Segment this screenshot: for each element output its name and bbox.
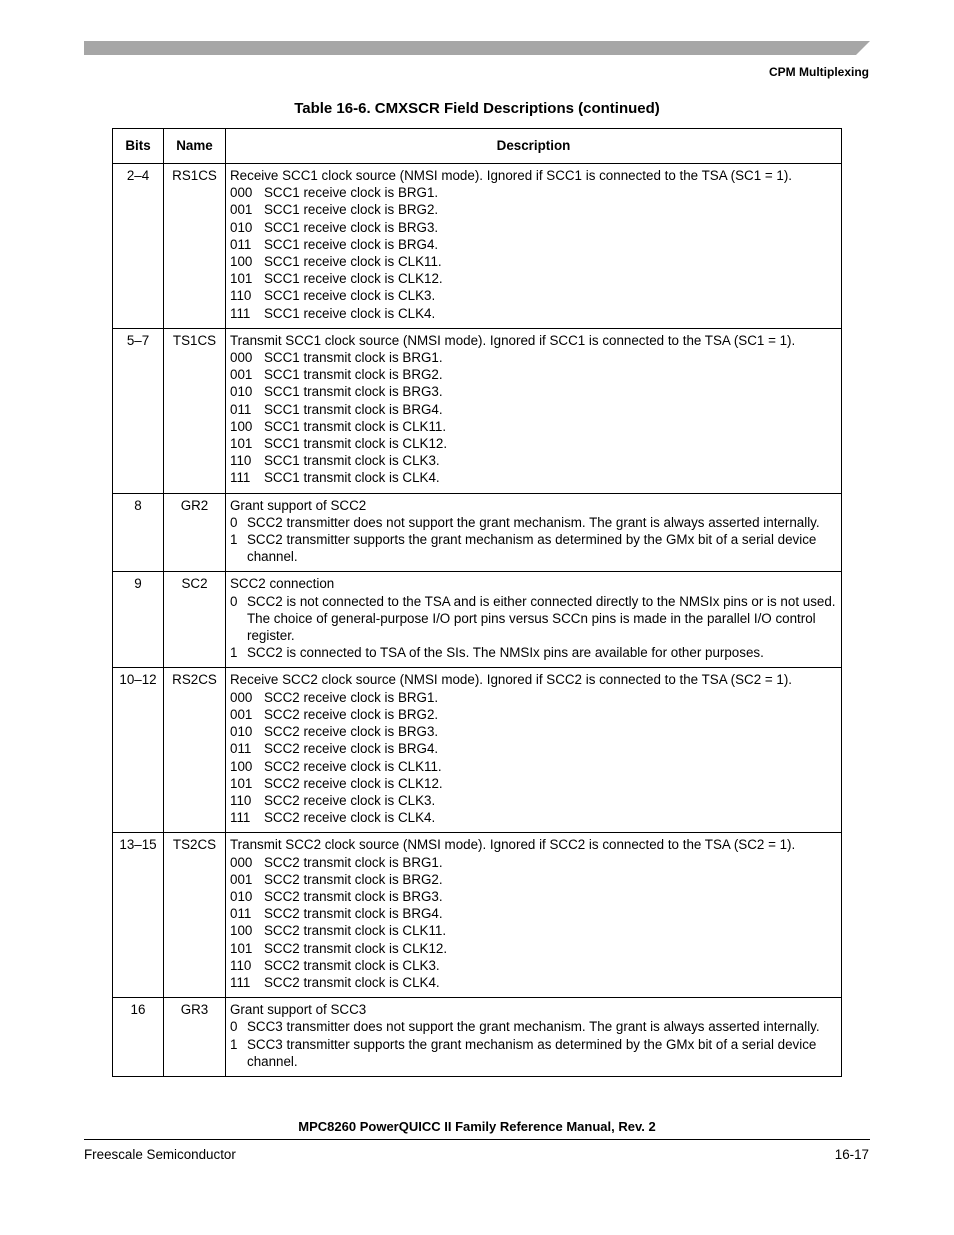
encoding-meaning: SCC1 transmit clock is BRG2. — [264, 367, 443, 383]
encoding-value: 110 — [230, 288, 252, 304]
encoding-value: 101 — [230, 775, 253, 791]
encoding-meaning: SCC1 transmit clock is BRG1. — [264, 350, 443, 366]
encoding-value: 111 — [230, 810, 251, 826]
encoding-value: 101 — [230, 940, 253, 956]
encoding-meaning: SCC2 transmit clock is BRG4. — [264, 906, 443, 922]
cell-bits: 8 — [113, 493, 164, 572]
cell-field-name: TS2CS — [164, 833, 226, 998]
encoding-value: 0 — [230, 1019, 238, 1035]
cell-description — [226, 833, 842, 998]
encoding-meaning: SCC1 receive clock is BRG1. — [264, 185, 439, 201]
encoding-value: 000 — [230, 689, 253, 705]
encoding-item — [230, 349, 837, 366]
encoding-meaning: SCC3 transmitter does not support the grant mechanism. The grant is always asserted internally. — [247, 1019, 820, 1035]
encoding-item — [230, 740, 837, 757]
table-caption: Table 16-6. CMXSCR Field Descriptions (continued) — [294, 100, 660, 117]
encoding-item — [230, 922, 837, 939]
encoding-value: 010 — [230, 888, 253, 904]
encoding-meaning: SCC1 receive clock is CLK11. — [264, 254, 442, 270]
encoding-item — [230, 888, 837, 905]
encoding-meaning: SCC2 receive clock is BRG1. — [264, 689, 439, 705]
encoding-item — [230, 469, 837, 486]
encoding-meaning: SCC3 transmitter supports the grant mechanism as determined by the GMx bit of a serial device channel. — [247, 1036, 817, 1069]
description-intro: Receive SCC1 clock source (NMSI mode). Ignored if SCC1 is connected to the TSA (SC1 = 1). — [230, 168, 793, 183]
encoding-meaning: SCC2 transmit clock is CLK4. — [264, 974, 440, 990]
encoding-item — [230, 706, 837, 723]
encoding-meaning: SCC1 receive clock is BRG4. — [264, 236, 439, 252]
encoding-value: 001 — [230, 202, 253, 218]
encoding-value: 010 — [230, 724, 253, 740]
encoding-meaning: SCC1 transmit clock is CLK11. — [264, 418, 447, 434]
encoding-item — [230, 383, 837, 400]
encoding-item — [230, 905, 837, 922]
encoding-item — [230, 401, 837, 418]
description-intro: Grant support of SCC3 — [230, 1002, 367, 1018]
encoding-item — [230, 1036, 837, 1070]
encoding-meaning: SCC1 transmit clock is CLK4. — [264, 470, 440, 486]
cell-description — [226, 328, 842, 493]
section-title: CPM Multiplexing — [769, 65, 869, 79]
encoding-value: 100 — [230, 758, 253, 774]
field-description-table — [112, 128, 842, 1077]
manual-title: MPC8260 PowerQUICC II Family Reference Manual, Rev. 2 — [298, 1119, 656, 1134]
cell-field-name: GR2 — [164, 493, 226, 572]
encoding-item — [230, 452, 837, 469]
column-header-description: Description — [226, 129, 842, 164]
encoding-value: 000 — [230, 854, 253, 870]
encoding-value: 101 — [230, 436, 253, 452]
encoding-value: 110 — [230, 792, 252, 808]
encoding-meaning: SCC2 is connected to TSA of the SIs. The NMSIx pins are available for other purposes. — [247, 645, 764, 661]
column-header-bits: Bits — [113, 129, 164, 164]
encoding-item — [230, 305, 837, 322]
encoding-meaning: SCC2 transmit clock is BRG2. — [264, 871, 443, 887]
encoding-value: 111 — [230, 974, 251, 990]
encoding-value: 011 — [230, 401, 252, 417]
footer-divider — [84, 1139, 870, 1140]
page-number: 16-17 — [834, 1147, 869, 1162]
description-intro: Transmit SCC1 clock source (NMSI mode). Ignored if SCC1 is connected to the TSA (SC1 = 1). — [230, 332, 796, 348]
table-row — [113, 328, 842, 493]
encoding-value: 000 — [230, 350, 253, 366]
encoding-item — [230, 418, 837, 435]
cell-field-name: SC2 — [164, 572, 226, 668]
encoding-meaning: SCC1 receive clock is CLK12. — [264, 271, 443, 287]
encoding-meaning: SCC1 transmit clock is CLK3. — [264, 453, 440, 469]
encoding-value: 010 — [230, 219, 253, 235]
encoding-item — [230, 184, 837, 201]
encoding-meaning: SCC1 transmit clock is BRG4. — [264, 401, 443, 417]
company-name: Freescale Semiconductor — [84, 1147, 236, 1162]
encoding-item — [230, 940, 837, 957]
column-header-name: Name — [164, 129, 226, 164]
description-intro: Receive SCC2 clock source (NMSI mode). Ignored if SCC2 is connected to the TSA (SC2 = 1). — [230, 672, 793, 688]
description-intro: Grant support of SCC2 — [230, 497, 367, 513]
encoding-value: 001 — [230, 706, 253, 722]
encoding-item — [230, 270, 837, 287]
description-intro: Transmit SCC2 clock source (NMSI mode). Ignored if SCC2 is connected to the TSA (SC2 = 1). — [230, 837, 796, 853]
cell-bits: 5–7 — [113, 328, 164, 493]
encoding-item — [230, 287, 837, 304]
header-bar — [84, 41, 870, 55]
encoding-item — [230, 871, 837, 888]
encoding-value: 101 — [230, 271, 253, 287]
encoding-meaning: SCC1 receive clock is CLK3. — [264, 288, 436, 304]
encoding-item — [230, 219, 837, 236]
encoding-meaning: SCC2 transmitter does not support the grant mechanism. The grant is always asserted internally. — [247, 514, 820, 530]
cell-field-name: RS2CS — [164, 668, 226, 833]
encoding-value: 011 — [230, 741, 252, 757]
cell-description — [226, 998, 842, 1077]
encoding-item — [230, 236, 837, 253]
encoding-item — [230, 593, 837, 645]
cell-field-name: TS1CS — [164, 328, 226, 493]
cell-field-name: GR3 — [164, 998, 226, 1077]
encoding-value: 100 — [230, 923, 253, 939]
encoding-meaning: SCC1 transmit clock is BRG3. — [264, 384, 443, 400]
encoding-value: 111 — [230, 470, 251, 486]
table-row — [113, 998, 842, 1077]
encoding-item — [230, 435, 837, 452]
table-row — [113, 668, 842, 833]
encoding-value: 110 — [230, 957, 252, 973]
encoding-meaning: SCC2 transmit clock is CLK11. — [264, 923, 447, 939]
encoding-item — [230, 531, 837, 565]
encoding-value: 011 — [230, 906, 252, 922]
encoding-item — [230, 957, 837, 974]
cell-description — [226, 668, 842, 833]
encoding-meaning: SCC1 receive clock is BRG3. — [264, 219, 439, 235]
encoding-meaning: SCC1 transmit clock is CLK12. — [264, 436, 448, 452]
encoding-meaning: SCC2 is not connected to the TSA and is either connected directly to the NMSIx pins or is not used. The choice of general-purpose I/O port pins versus SCCn pins is made in the parallel I/O control register. — [247, 593, 836, 644]
cell-description — [226, 164, 842, 329]
table-row — [113, 572, 842, 668]
cell-bits: 16 — [113, 998, 164, 1077]
encoding-item — [230, 201, 837, 218]
encoding-meaning: SCC2 receive clock is BRG4. — [264, 741, 439, 757]
cell-description — [226, 572, 842, 668]
encoding-item — [230, 253, 837, 270]
encoding-value: 011 — [230, 236, 252, 252]
encoding-meaning: SCC2 receive clock is BRG2. — [264, 706, 439, 722]
encoding-item — [230, 644, 837, 661]
encoding-item — [230, 854, 837, 871]
encoding-item — [230, 514, 837, 531]
encoding-meaning: SCC2 receive clock is CLK4. — [264, 810, 436, 826]
encoding-item — [230, 809, 837, 826]
encoding-item — [230, 689, 837, 706]
encoding-item — [230, 792, 837, 809]
encoding-item — [230, 775, 837, 792]
cell-bits: 10–12 — [113, 668, 164, 833]
encoding-item — [230, 366, 837, 383]
encoding-value: 100 — [230, 418, 253, 434]
encoding-value: 0 — [230, 514, 238, 530]
encoding-value: 010 — [230, 384, 253, 400]
cell-description — [226, 493, 842, 572]
table-row — [113, 833, 842, 998]
encoding-meaning: SCC1 receive clock is BRG2. — [264, 202, 439, 218]
encoding-value: 000 — [230, 185, 253, 201]
encoding-meaning: SCC2 receive clock is CLK12. — [264, 775, 443, 791]
cell-bits: 2–4 — [113, 164, 164, 329]
encoding-meaning: SCC2 receive clock is BRG3. — [264, 724, 439, 740]
encoding-meaning: SCC2 transmit clock is BRG3. — [264, 888, 443, 904]
cell-bits: 9 — [113, 572, 164, 668]
encoding-value: 001 — [230, 871, 253, 887]
cell-bits: 13–15 — [113, 833, 164, 998]
encoding-value: 1 — [230, 1036, 238, 1052]
encoding-meaning: SCC2 transmit clock is CLK3. — [264, 957, 440, 973]
encoding-value: 111 — [230, 305, 251, 321]
encoding-value: 1 — [230, 645, 238, 661]
encoding-item — [230, 974, 837, 991]
encoding-item — [230, 723, 837, 740]
encoding-value: 100 — [230, 254, 253, 270]
encoding-item — [230, 758, 837, 775]
encoding-item — [230, 1018, 837, 1035]
encoding-meaning: SCC2 transmitter supports the grant mechanism as determined by the GMx bit of a serial device channel. — [247, 532, 817, 565]
table-row — [113, 493, 842, 572]
encoding-meaning: SCC2 transmit clock is CLK12. — [264, 940, 448, 956]
description-intro: SCC2 connection — [230, 576, 335, 592]
encoding-value: 001 — [230, 367, 253, 383]
table-header-row — [113, 129, 842, 164]
encoding-meaning: SCC2 receive clock is CLK3. — [264, 792, 436, 808]
encoding-value: 1 — [230, 532, 238, 548]
encoding-meaning: SCC2 receive clock is CLK11. — [264, 758, 442, 774]
table-row — [113, 164, 842, 329]
encoding-meaning: SCC1 receive clock is CLK4. — [264, 305, 436, 321]
encoding-meaning: SCC2 transmit clock is BRG1. — [264, 854, 443, 870]
encoding-value: 0 — [230, 593, 238, 609]
encoding-value: 110 — [230, 453, 252, 469]
cell-field-name: RS1CS — [164, 164, 226, 329]
